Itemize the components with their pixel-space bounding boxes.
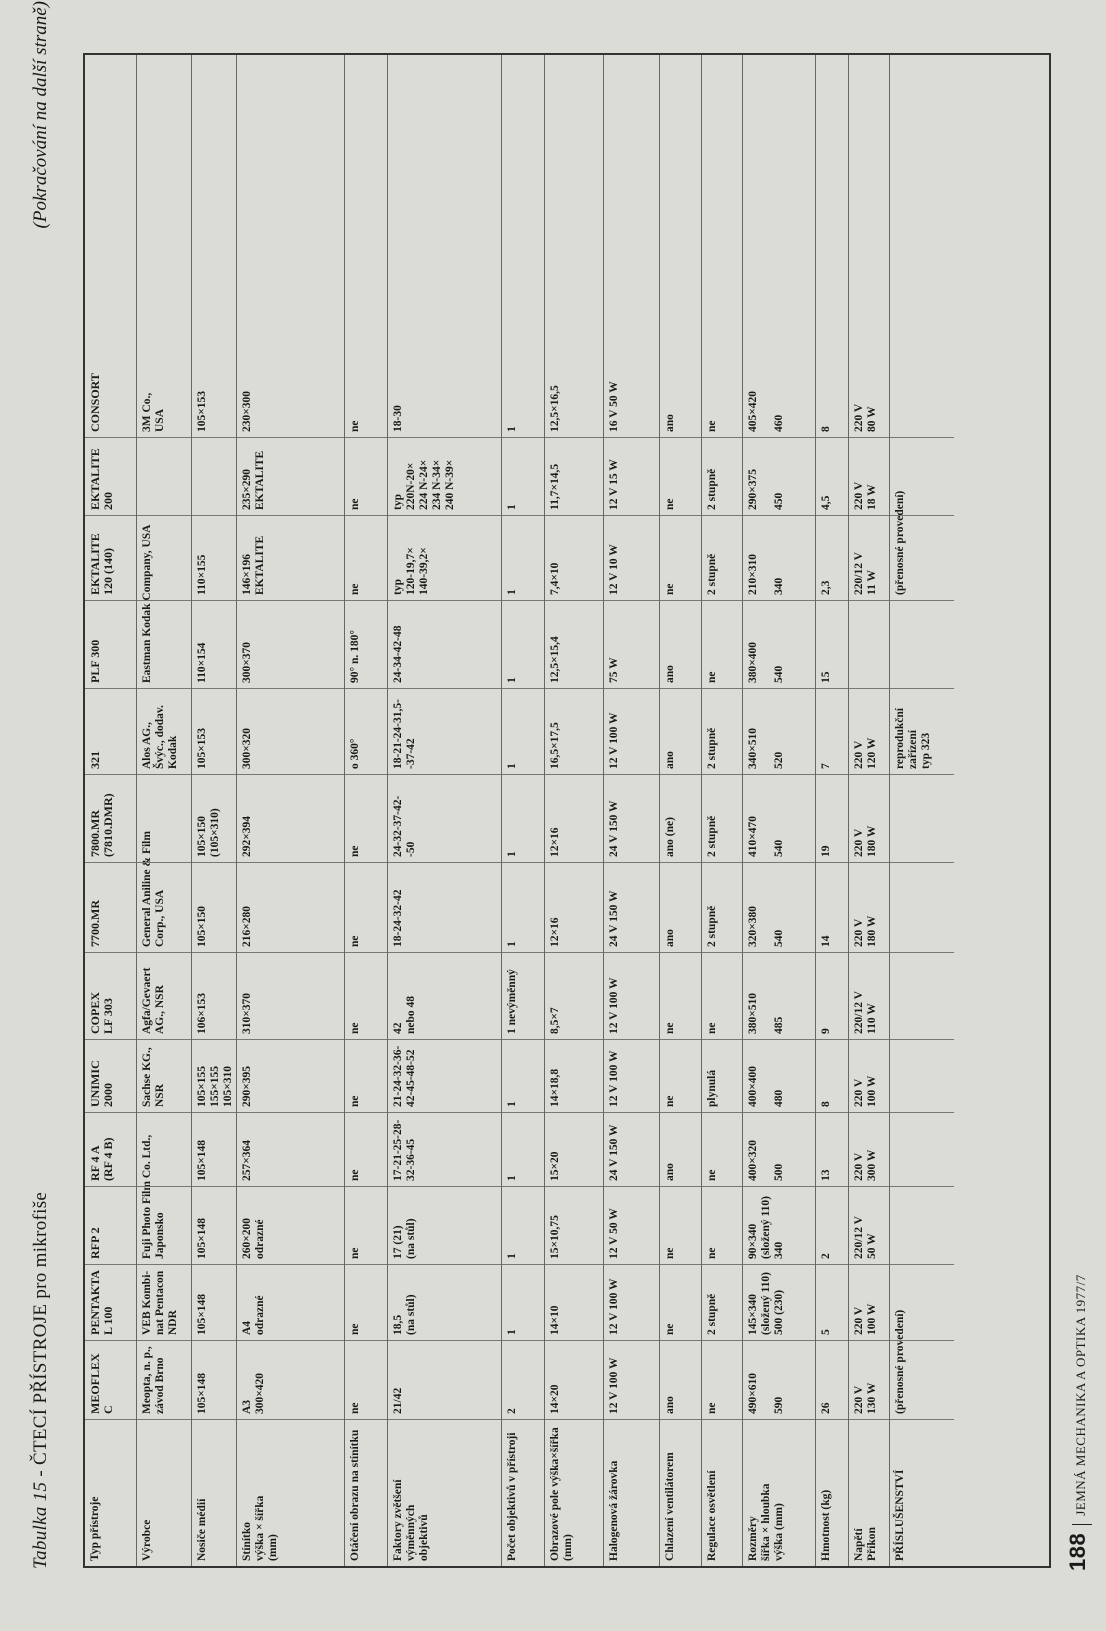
table-cell: 12 V 100 W [604,953,660,1040]
table-row [742,55,816,1566]
table-cell: 1 [502,1265,545,1341]
table-cell: ne [660,1040,702,1113]
table-row [659,55,702,1566]
table-row [344,55,388,1566]
table-cell: 13 [816,1113,849,1187]
table-cell: 1 nevýměnný [502,953,545,1040]
table-cell: 12 V 50 W [604,1187,660,1265]
table-cell: 405×420 460 [743,353,816,438]
table-cell [890,353,954,438]
row-label: Otáčení obrazu na stínítku [349,1429,361,1561]
table-cell: Agfa/Gevaert AG., NSR [137,953,192,1040]
table-cell: EKTALITE 120 (140) [85,516,136,601]
table-cell: 2 stupně [702,689,743,775]
table-cell: ne [345,775,388,863]
table-cell: 18,5 (na stůl) [388,1265,502,1341]
table-cell: 90×340 (složený 110) 340 [743,1187,816,1265]
table-cell: 105×150 (105×310) [192,775,237,863]
table-cell: 320×380 540 [743,863,816,953]
table-cell: EKTALITE 200 [85,438,136,516]
table-cell: 105×148 [192,1113,237,1187]
table-cell: 24 V 150 W [604,863,660,953]
table-cell: 18-24-32-42 [388,863,502,953]
table-cell: 7,4×10 [545,516,604,601]
data-table [83,53,1051,1568]
table-cell: 12 V 100 W [604,1341,660,1420]
table-cell: 2 [816,1187,849,1265]
table-cell: General Aniline & Film Corp., USA [137,775,192,953]
table-cell: 1 [502,438,545,516]
table-cell: 146×196 EKTALITE [237,516,345,601]
table-cell: 220 V 180 W [849,775,890,863]
table-cell: 380×400 540 [743,601,816,689]
table-cell: ne [702,1341,743,1420]
footer-divider [1072,1524,1092,1525]
table-cell: (přenosné provedení) [890,438,954,601]
row-label: Nosiče médií [196,1498,208,1561]
table-cell: 321 [85,689,136,775]
table-cell: 24-34-42-48 [388,601,502,689]
table-cell: ano [660,1341,702,1420]
table-cell: 8,5×7 [545,953,604,1040]
table-cell: 1 [502,1113,545,1187]
table-cell: ne [345,516,388,601]
table-cell: 1 [502,353,545,438]
table-cell: ne [660,1187,702,1265]
table-cell [192,438,237,516]
table-cell: 15×10,75 [545,1187,604,1265]
table-cell: 1 [502,863,545,953]
table-cell: 1 [502,689,545,775]
table-cell: 75 W [604,601,660,689]
table-cell: 210×310 340 [743,516,816,601]
table-cell: 12 V 10 W [604,516,660,601]
table-cell: 380×510 485 [743,953,816,1040]
table-cell: 105×153 [192,353,237,438]
table-cell: A4 odrazné [237,1265,345,1341]
row-label: Faktory zvětšení výměnných objektivů [392,1479,430,1561]
table-cell: ne [702,353,743,438]
table-cell: 4,5 [816,438,849,516]
table-cell: Eastman Kodak Company, USA [137,516,192,689]
table-cell: 257×364 [237,1113,345,1187]
table-cell: 42 nebo 48 [388,953,502,1040]
table-cell: 145×340 (složený 110) 500 (230) [743,1265,816,1341]
table-cell: 220/12 V 50 W [849,1187,890,1265]
table-cell: 410×470 540 [743,775,816,863]
table-cell: 14×10 [545,1265,604,1341]
table-cell: ne [660,438,702,516]
table-cell: ano (ne) [660,775,702,863]
table-cell: 24 V 150 W [604,775,660,863]
table-row [387,55,502,1566]
table-cell: 220 V 300 W [849,1113,890,1187]
table-cell: 2 stupně [702,1265,743,1341]
table-cell: RF 4 A (RF 4 B) [85,1113,136,1187]
table-cell: Fuji Photo Film Co. Ltd., Japonsko [137,1113,192,1265]
table-cell: 2 stupně [702,438,743,516]
table-cell: MEOFLEX C [85,1341,136,1420]
table-cell: 26 [816,1341,849,1420]
table-cell: PLF 300 [85,601,136,689]
table-cell: 21-24-32-36- 42-45-48-52 [388,1040,502,1113]
table-cell: 235×290 EKTALITE [237,438,345,516]
table-cell: 24 V 150 W [604,1113,660,1187]
table-cell: 1 [502,601,545,689]
table-cell: 220 V 18 W [849,438,890,516]
table-cell: typ 120-19,7× 140-39,2× [388,516,502,601]
table-cell: 105×148 [192,1187,237,1265]
table-cell: 105×155 155×155 105×310 [192,1040,237,1113]
table-cell: 14 [816,863,849,953]
table-cell: ne [345,1113,388,1187]
row-label: Typ přístroje [89,1496,101,1561]
table-cell: 490×610 590 [743,1341,816,1420]
row-label: Rozměry šířka × hloubka výška (mm) [747,1483,785,1561]
table-cell: 18-30 [388,353,502,438]
page-footer [1065,1274,1092,1571]
table-cell: ne [660,953,702,1040]
table-cell: 106×153 [192,953,237,1040]
table-caption [30,1192,52,1569]
continuation-note: (Pokračování na další straně) [30,1,51,229]
table-cell: ne [345,1341,388,1420]
table-cell: 2 [502,1341,545,1420]
table-cell: 400×400 480 [743,1040,816,1113]
table-cell [137,1113,192,1187]
table-cell: 216×280 [237,863,345,953]
table-cell: 220 V 120 W [849,689,890,775]
table-cell: ano [660,601,702,689]
table-cell: 12 V 100 W [604,1265,660,1341]
table-cell: UNIMIC 2000 [85,1040,136,1113]
table-row [544,55,604,1566]
page-number: 188 [1065,1532,1090,1571]
table-cell: 2 stupně [702,775,743,863]
table-cell: ne [345,1040,388,1113]
table-cell: ne [702,601,743,689]
table-cell: 17 (21) (na stůl) [388,1187,502,1265]
table-cell: RFP 2 [85,1187,136,1265]
table-cell: 18-21-24-31,5- -37-42 [388,689,502,775]
table-cell: 290×395 [237,1040,345,1113]
table-cell: 110×154 [192,601,237,689]
table-cell: typ 220N-20× 224 N-24× 234 N-34× 240 N-39× [388,438,502,516]
table-cell: 12 V 100 W [604,689,660,775]
table-row [603,55,660,1566]
table-cell: 220/12 V 11 W [849,516,890,601]
table-cell: 8 [816,353,849,438]
table-cell: 300×370 [237,601,345,689]
table-cell: 290×375 450 [743,438,816,516]
table-row [889,55,954,1566]
table-row [236,55,345,1566]
caption-suffix: pro mikrofiše [30,1191,51,1304]
row-label: Chlazení ventilátorem [664,1452,676,1561]
table-cell: 1 [502,775,545,863]
row-label: Počet objektivů v přístroji [506,1432,518,1561]
table-cell: 7800.MR (7810.DMR) [85,775,136,863]
table-cell: 9 [816,953,849,1040]
table-cell: 220 V 100 W [849,1265,890,1341]
table-cell: Alos AG., Švýc., dodav. Kodak [137,689,192,775]
table-cell: 1 [502,1040,545,1113]
table-cell: 2 stupně [702,863,743,953]
table-cell: 8 [816,1040,849,1113]
table-cell: 24-32-37-42- -50 [388,775,502,863]
table-cell: 260×200 odrazné [237,1187,345,1265]
table-cell: 340×510 520 [743,689,816,775]
table-cell: 3M Co., USA [137,353,192,438]
table-cell: 230×300 [237,353,345,438]
table-cell [890,953,954,1040]
table-cell: 105×153 [192,689,237,775]
table-cell: ne [702,1187,743,1265]
table-cell [890,775,954,863]
row-label: Halogenová žárovka [608,1460,620,1561]
row-label: PŘÍSLUŠENSTVÍ [894,1469,906,1561]
table-cell: 7700.MR [85,863,136,953]
table-cell: 12 V 100 W [604,1040,660,1113]
table-cell: 7 [816,689,849,775]
table-cell: ne [660,1265,702,1341]
table-cell [137,775,192,863]
table-row [815,55,849,1566]
table-row [501,55,545,1566]
table-cell: ne [345,438,388,516]
table-cell: 1 [502,1187,545,1265]
table-cell: 310×370 [237,953,345,1040]
table-cell: 15×20 [545,1113,604,1187]
table-cell [137,438,192,516]
table-cell: 220 V 80 W [849,353,890,438]
table-cell: ano [660,1113,702,1187]
table-cell [890,438,954,516]
table-cell: 12 V 15 W [604,438,660,516]
row-label: Stínítko výška × šířka (mm) [241,1495,279,1561]
table-cell: 110×155 [192,516,237,601]
table-cell: ano [660,689,702,775]
row-label: Regulace osvětlení [706,1470,718,1561]
table-row [136,55,192,1566]
table-cell: ne [345,863,388,953]
table-cell: 105×148 [192,1265,237,1341]
table-cell: 220/12 V 110 W [849,953,890,1040]
table-cell: 12×16 [545,863,604,953]
table-cell: ano [660,863,702,953]
table-cell: COPEX LF 303 [85,953,136,1040]
table-row [85,55,136,1566]
table-cell: 292×394 [237,775,345,863]
table-cell: 17-21-25-28- 32-36-45 [388,1113,502,1187]
table-cell: ne [702,1113,743,1187]
row-label: Hmotnost (kg) [820,1489,832,1561]
table-cell: 21/42 [388,1341,502,1420]
table-cell: ne [702,953,743,1040]
row-label: Výrobce [141,1519,153,1561]
table-cell [849,601,890,689]
table-cell: plynulá [702,1040,743,1113]
table-cell: 300×320 [237,689,345,775]
table-cell: 220 V 130 W [849,1341,890,1420]
table-cell [890,863,954,953]
table-cell [890,1113,954,1187]
table-row [191,55,237,1566]
table-cell: 12,5×15,4 [545,601,604,689]
journal-name: JEMNÁ MECHANIKA A OPTIKA 1977/7 [1073,1274,1088,1516]
table-cell: CONSORT [85,353,136,438]
table-cell: 105×148 [192,1341,237,1420]
table-cell: ne [345,953,388,1040]
table-cell: 5 [816,1265,849,1341]
table-cell: 12×16 [545,775,604,863]
table-cell: 1 [502,516,545,601]
table-cell: (přenosné provedení) [890,1265,954,1420]
table-cell: VEB Kombi- nat Pentacon NDR [137,1265,192,1341]
table-cell: 11,7×14,5 [545,438,604,516]
caption-title: ČTECÍ PŘÍSTROJE [30,1303,51,1465]
caption-prefix: Tabulka 15 - [30,1464,51,1569]
table-cell [137,516,192,601]
table-row [701,55,743,1566]
table-cell: 2,3 [816,516,849,601]
table-cell: ne [660,516,702,601]
table-cell: 105×150 [192,863,237,953]
table-cell: 16,5×17,5 [545,689,604,775]
table-cell: PENTAKTA L 100 [85,1265,136,1341]
table-cell: 2 stupně [702,516,743,601]
table-cell: o 360° [345,689,388,775]
row-label: Obrazové pole výška×šířka (mm) [549,1427,574,1561]
table-cell: 220 V 100 W [849,1040,890,1113]
table-cell: 400×320 500 [743,1113,816,1187]
table-cell: 19 [816,775,849,863]
table-cell: Meopta, n. p., závod Brno [137,1341,192,1420]
table-cell: 90° n. 180° [345,601,388,689]
table-cell: 16 V 50 W [604,353,660,438]
table-cell [890,1040,954,1113]
table-cell [890,1187,954,1265]
table-cell: 220 V 180 W [849,863,890,953]
table-cell: reprodukční zařízení typ 323 [890,601,954,775]
row-label: Napětí Příkon [853,1527,878,1561]
table-cell: A3 300×420 [237,1341,345,1420]
table-cell [890,601,954,689]
table-row [848,55,890,1566]
table-cell: ne [345,1187,388,1265]
table-cell: 14×18,8 [545,1040,604,1113]
table-cell: 15 [816,601,849,689]
table-cell [890,1265,954,1341]
table-cell: Sachse KG., NSR [137,1040,192,1113]
table-cell: ne [345,353,388,438]
table-cell: ne [345,1265,388,1341]
table-cell: 12,5×16,5 [545,353,604,438]
table-cell: 14×20 [545,1341,604,1420]
table-cell: ano [660,353,702,438]
